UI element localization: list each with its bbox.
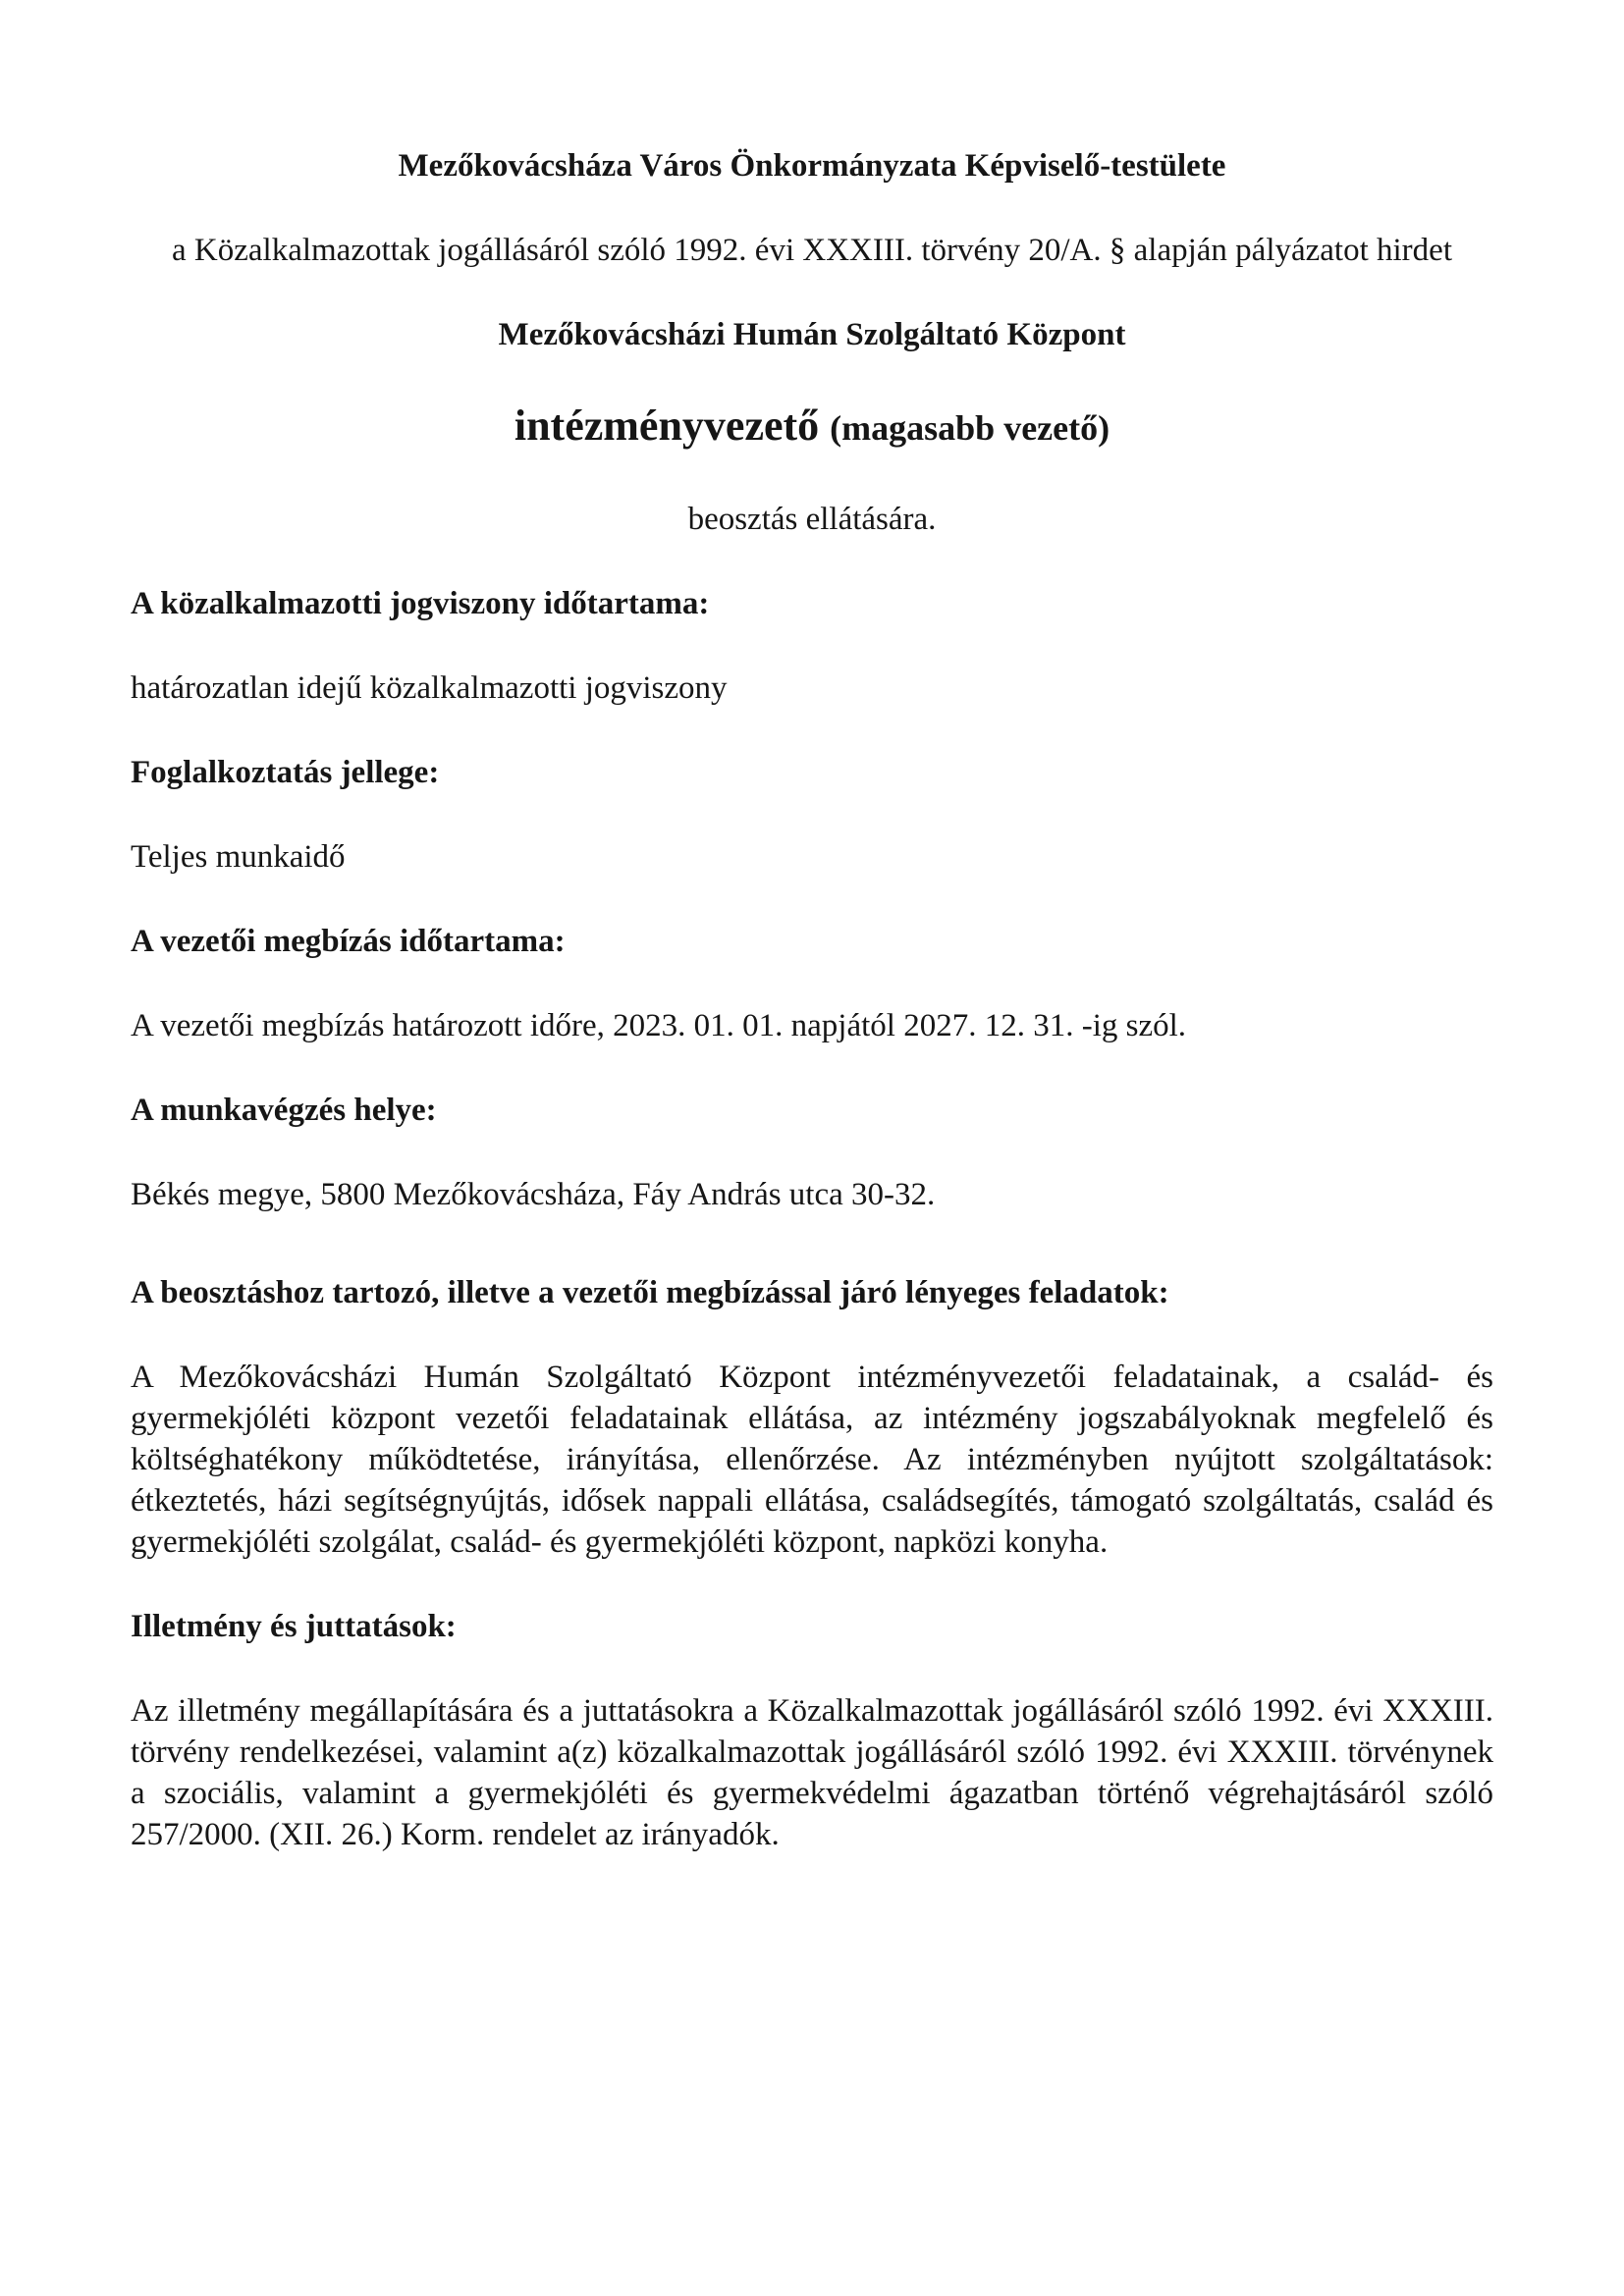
section-heading-feladatok: A beosztáshoz tartozó, illetve a vezetői megbízással járó lényeges feladatok: [131,1275,1169,1310]
section-body-foglalkoztatas: Teljes munkaidő [131,839,346,875]
section-heading-megbizas-idotartama: A vezetői megbízás időtartama: [131,924,566,959]
section-heading-munkavegzes-helye: A munkavégzés helye: [131,1093,437,1128]
section-heading-jogviszony: A közalkalmazotti jogviszony időtartama: [131,586,710,621]
section-body-megbizas-idotartama: A vezetői megbízás határozott időre, 2023. 01. 01. napjától 2027. 12. 31. -ig szól. [131,1008,1187,1043]
section-body-jogviszony: határozatlan idejű közalkalmazotti jogviszony [131,670,728,706]
document-title: Mezőkovácsháza Város Önkormányzata Képviselő-testülete [398,148,1226,184]
position-qualifier: (magasabb vezető) [830,408,1110,448]
institution-name: Mezőkovácsházi Humán Szolgáltató Központ [498,317,1126,352]
section-body-illetmeny: Az illetmény megállapítására és a juttatásokra a Közalkalmazottak jogállásáról szóló 1992. évi XXXIII. törvény rendelkezései, valamint a(z) közalkalmazottak jogállásáról szóló 1992. évi XXXIII. törvénynek a szociális, valamint a gyermekjóléti és gyermekvédelmi ágazatban történő végrehajtásáról szóló 257/2000. (XII. 26.) Korm. rendelet az irányadók. [131,1693,1493,1852]
section-heading-foglalkoztatas: Foglalkoztatás jellege: [131,755,440,790]
position-title: intézményvezető [514,401,820,450]
section-body-feladatok: A Mezőkovácsházi Humán Szolgáltató Központ intézményvezetői feladatainak, a család- és gyermekjóléti központ vezetői feladatainak ellátása, az intézmény jogszabályoknak megfelelő és költséghatékony működtetése, irányítása, ellenőrzése. Az intézményben nyújtott szolgáltatások: étkeztetés, házi segítségnyújtás, idősek nappali ellátása, családsegítés, támogató szolgáltatás, család és gyermekjóléti szolgálat, család- és gyermekjóléti központ, napközi konyha. [131,1360,1493,1560]
section-body-munkavegzes-helye: Békés megye, 5800 Mezőkovácsháza, Fáy András utca 30-32. [131,1177,936,1212]
position-line [131,399,1493,455]
legal-basis-line: a Közalkalmazottak jogállásáról szóló 1992. évi XXXIII. törvény 20/A. § alapján pályázatot hirdet [172,233,1452,268]
position-tail: beosztás ellátására. [687,502,937,537]
section-heading-illetmeny: Illetmény és juttatások: [131,1609,457,1644]
